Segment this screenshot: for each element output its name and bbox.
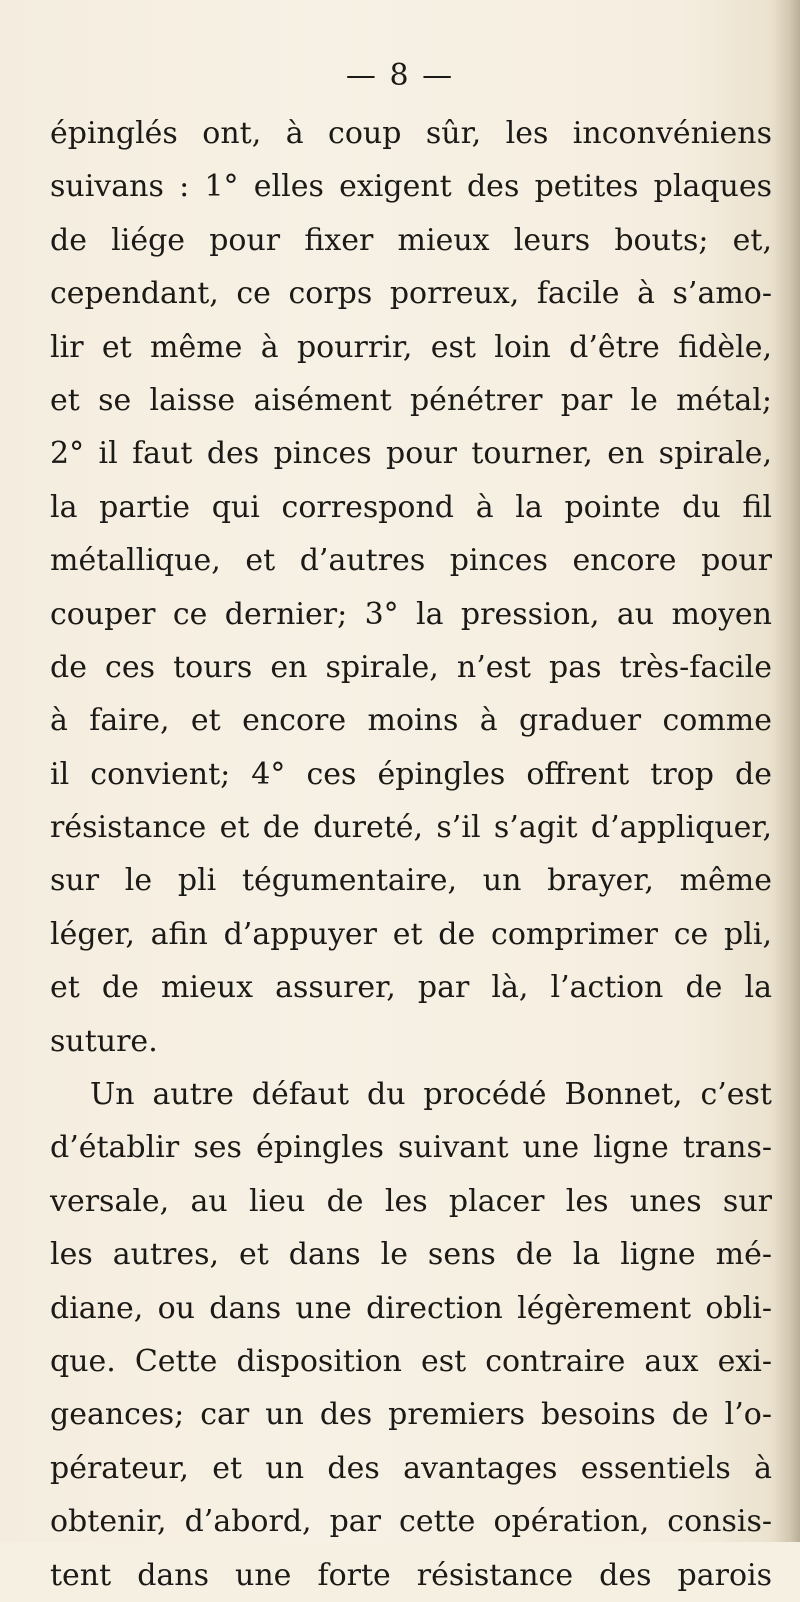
- text-line: sur le pli tégumentaire, un brayer, même: [50, 863, 772, 899]
- text-line: obtenir, d’abord, par cette opération, consis-: [50, 1504, 772, 1540]
- page-edge-shadow: [774, 0, 800, 1542]
- text-line: pérateur, et un des avantages essentiels à: [50, 1450, 772, 1486]
- text-line: de liége pour fixer mieux leurs bouts; et,: [50, 222, 772, 258]
- text-line: lir et même à pourrir, est loin d’être fidèle,: [50, 329, 772, 365]
- text-line: et de mieux assurer, par là, l’action de la: [50, 970, 772, 1006]
- text-line: geances; car un des premiers besoins de l’o-: [50, 1397, 772, 1433]
- text-line: que. Cette disposition est contraire aux exi-: [50, 1343, 772, 1379]
- text-line: épinglés ont, à coup sûr, les inconvéniens: [50, 116, 772, 151]
- text-line-paragraph-start: Un autre défaut du procédé Bonnet, c’est: [90, 1077, 772, 1113]
- text-line: tent dans une forte résistance des parois: [50, 1557, 772, 1593]
- text-line: d’établir ses épingles suivant une ligne trans-: [50, 1130, 772, 1166]
- text-line: couper ce dernier; 3° la pression, au moyen: [50, 596, 772, 632]
- text-line: versale, au lieu de les placer les unes sur: [50, 1183, 772, 1219]
- text-line: diane, ou dans une direction légèrement obli-: [50, 1290, 772, 1326]
- body-text: [50, 107, 772, 1602]
- text-line: à faire, et encore moins à graduer comme: [50, 703, 772, 739]
- text-line: 2° il faut des pinces pour tourner, en spirale,: [50, 436, 772, 472]
- text-line: la partie qui correspond à la pointe du fil: [50, 489, 772, 525]
- text-line: de ces tours en spirale, n’est pas très-facile: [50, 649, 772, 685]
- text-line: métallique, et d’autres pinces encore pour: [50, 543, 772, 579]
- text-line-paragraph-end: suture.: [50, 1023, 158, 1059]
- text-line: léger, afin d’appuyer et de comprimer ce pli,: [50, 916, 772, 952]
- text-line: les autres, et dans le sens de la ligne mé-: [50, 1237, 772, 1273]
- text-line: suivans : 1° elles exigent des petites plaques: [50, 169, 772, 205]
- text-line: cependant, ce corps porreux, facile à s’amo-: [50, 276, 772, 312]
- page-number: — 8 —: [345, 58, 455, 93]
- text-line: résistance et de dureté, s’il s’agit d’appliquer,: [50, 810, 772, 846]
- text-line: et se laisse aisément pénétrer par le métal;: [50, 382, 772, 418]
- text-line: il convient; 4° ces épingles offrent trop de: [50, 756, 772, 792]
